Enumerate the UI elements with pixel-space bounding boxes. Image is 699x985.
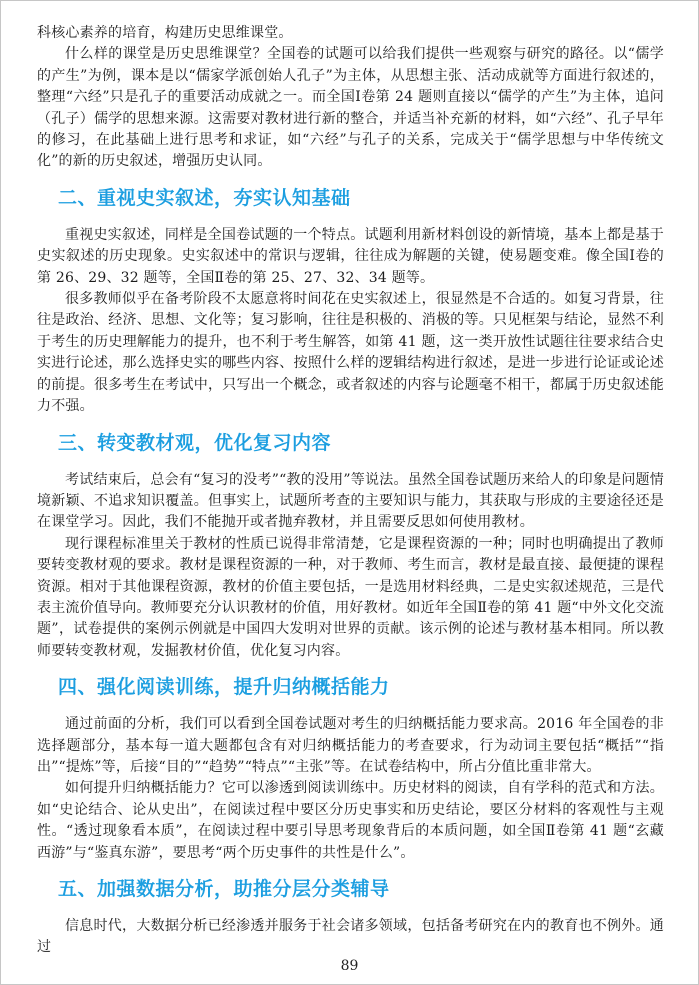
paragraph-s5-1: 信息时代，大数据分析已经渗透并服务于社会诸多领域，包括备考研究在内的教育也不例外。通过 <box>37 918 664 956</box>
paragraph-s2-1: 重视史实叙述，同样是全国卷试题的一个特点。试题利用新材料创设的新情境，基本上都是基于史实叙述的历史现象。史实叙述中的常识与逻辑，往往成为解题的关键，使易题变难。像全国Ⅰ卷的第 26、29、32 题等，全国Ⅱ卷的第 25、27、32、34 题等。 <box>37 226 664 286</box>
section-heading-2: 二、重视史实叙述，夯实认知基础 <box>58 186 351 209</box>
page-body <box>37 23 664 959</box>
paragraph-s3-2: 现行课程标准里关于教材的性质已说得非常清楚，它是课程资源的一种；同时也明确提出了教师要转变教材观的要求。教材是课程资源的一种，对于教师、考生而言，教材是最直接、最便捷的课程资源。相对于其他课程资源，教材的价值主要包括，一是选用材料经典，二是史实叙述规范，三是代表主流价值导向。教师要充分认识教材的价值，用好教材。如近年全国Ⅱ卷的第 41 题“中外文化交流题”，试卷提供的案例示例就是中国四大发明对世界的贡献。该示例的论述与教材基本相同。所以教师要转变教材观，发掘教材价值，优化复习内容。 <box>37 535 664 659</box>
section-heading-3: 三、转变教材观，优化复习内容 <box>58 431 332 454</box>
section-heading-4: 四、强化阅读训练，提升归纳概括能力 <box>58 676 390 699</box>
paragraph-s3-1: 考试结束后，总会有“复习的没考”“教的没用”等说法。虽然全国卷试题历来给人的印象是问题情境新颖、不追求知识覆盖。但事实上，试题所考查的主要知识与能力，其获取与形成的主要途径还是在课堂学习。因此，我们不能抛开或者抛弃教材，并且需要反思如何使用教材。 <box>37 471 664 531</box>
paragraph-intro: 什么样的课堂是历史思维课堂？全国卷的试题可以给我们提供一些观察与研究的路径。以“儒学的产生”为例，课本是以“儒家学派创始人孔子”为主体，从思想主张、活动成就等方面进行叙述的，整理“六经”只是孔子的重要活动成就之一。而全国Ⅰ卷第 24 题则直接以“儒学的产生”为主体，追问（孔子）儒学的思想来源。这需要对教材进行新的整合，并适当补充新的材料，如“六经”、孔子早年的修习，在此基础上进行思考和求证，如“六经”与孔子的关系，完成关于“儒学思想与中华传统文化”的新的历史叙述，增强历史认同。 <box>37 46 664 170</box>
paragraph-s4-2: 如何提升归纳概括能力？它可以渗透到阅读训练中。历史材料的阅读，自有学科的范式和方法。如“史论结合、论从史出”，在阅读过程中要区分历史事实和历史结论，要区分材料的客观性与主观性。“透过现象看本质”，在阅读过程中要引导思考现象背后的本质问题，如全国Ⅱ卷第 41 题“玄藏西游”与“鉴真东游”，要思考“两个历史事件的共性是什么”。 <box>37 780 664 861</box>
continuation-paragraph: 科核心素养的培育，构建历史思维课堂。 <box>37 25 293 41</box>
paragraph-s4-1: 通过前面的分析，我们可以看到全国卷试题对考生的归纳概括能力要求高。2016 年全国卷的非选择题部分，基本每一道大题都包含有对归纳概括能力的考查要求，行为动词主要包括“概括”“指出”“提炼”等，后接“目的”“趋势”“特点”“主张”等。在试卷结构中，所占分值比重非常大。 <box>37 716 664 775</box>
section-heading-5: 五、加强数据分析，助推分层分类辅导 <box>58 878 390 900</box>
page-number: 89 <box>340 958 359 974</box>
paragraph-s2-2: 很多教师似乎在备考阶段不太愿意将时间花在史实叙述上，很显然是不合适的。如复习背景，往往是政治、经济、思想、文化等；复习影响，往往是积极的、消极的等。只见框架与结论，显然不利于考生的历史理解能力的提升，也不利于考生解答，如第 41 题，这一类开放性试题往往要求结合史实进行论述，那么选择史实的哪些内容、按照什么样的逻辑结构进行叙述，是进一步进行论证或论述的前提。很多考生在考试中，只写出一个概念，或者叙述的内容与论题毫不相干，都属于历史叙述能力不强。 <box>37 291 664 415</box>
